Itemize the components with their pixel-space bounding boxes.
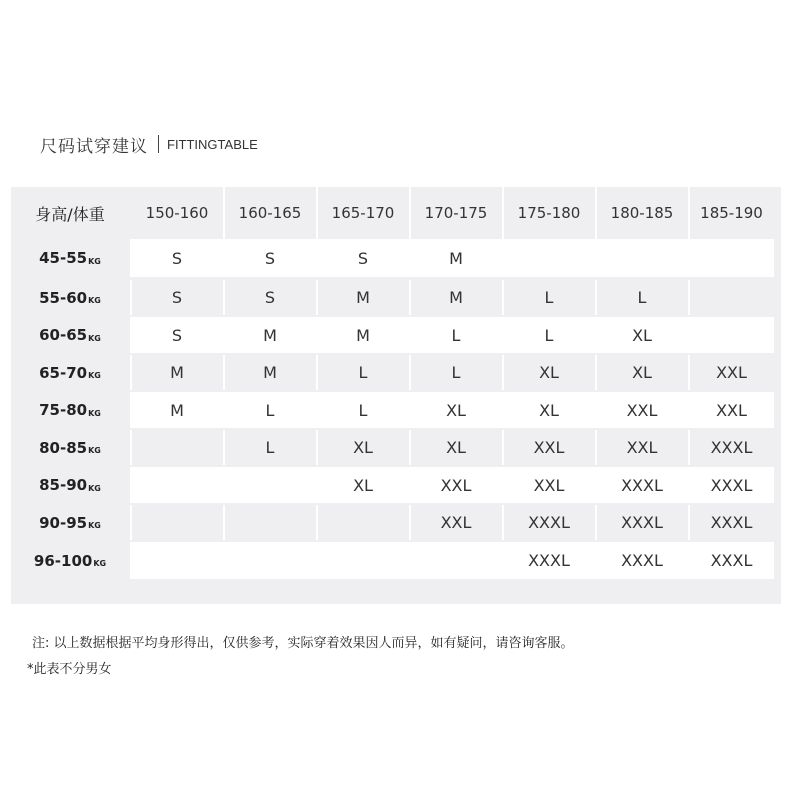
column-divider <box>595 430 597 465</box>
size-cell <box>317 505 409 540</box>
column-divider <box>130 355 132 390</box>
height-header: 160-165 <box>238 204 302 222</box>
size-cell: XXL <box>716 400 747 420</box>
size-cell: XL <box>632 325 652 345</box>
page-title <box>40 132 258 156</box>
kg-unit: KG <box>88 446 101 455</box>
size-cell: XXXL <box>710 475 753 495</box>
size-cell: L <box>544 288 554 307</box>
weight-range: 85-90 <box>39 476 88 494</box>
size-cell: M <box>170 363 184 382</box>
column-divider <box>223 505 225 540</box>
size-cell: M <box>170 400 184 420</box>
size-cell: XL <box>446 400 466 420</box>
size-cell: L <box>637 288 647 307</box>
size-cell: XXXL <box>621 475 663 495</box>
size-cell: S <box>264 248 276 268</box>
column-divider <box>223 430 225 465</box>
column-divider <box>688 430 690 465</box>
size-cell <box>224 542 316 579</box>
size-cell: S <box>357 248 369 268</box>
size-cell <box>131 505 223 540</box>
size-cell: L <box>451 325 461 345</box>
weight-range: 65-70 <box>39 363 88 382</box>
size-cell: L <box>451 363 461 382</box>
header-row <box>11 187 781 239</box>
column-divider <box>595 280 597 315</box>
table-row <box>11 280 781 315</box>
weight-label <box>11 239 129 277</box>
size-cell: XXXL <box>528 551 570 570</box>
title-divider <box>158 135 159 153</box>
size-cell: XXL <box>626 438 658 457</box>
column-divider <box>130 505 132 540</box>
kg-unit: KG <box>93 559 107 568</box>
size-cell: XXL <box>716 363 747 382</box>
kg-unit: KG <box>88 296 101 305</box>
height-header: 185-190 <box>700 204 763 222</box>
size-cell <box>596 239 688 277</box>
table-row <box>11 430 781 465</box>
size-cell: L <box>265 400 275 420</box>
size-cell: L <box>358 363 368 382</box>
weight-label <box>11 430 129 465</box>
table-row <box>11 505 781 540</box>
header-column-divider <box>502 187 504 239</box>
column-divider <box>502 430 504 465</box>
table-row <box>11 542 781 579</box>
weight-range: 96-100 <box>33 551 93 570</box>
height-header: 170-175 <box>424 204 488 222</box>
table-row <box>11 392 781 428</box>
size-cell: XXXL <box>710 551 753 570</box>
size-cell: L <box>544 325 554 345</box>
size-cell: XXXL <box>710 513 753 532</box>
header-column-divider <box>223 187 225 239</box>
header-column-divider <box>409 187 411 239</box>
column-divider <box>409 355 411 390</box>
size-cell: XXL <box>533 475 565 495</box>
column-divider <box>409 430 411 465</box>
column-divider <box>502 280 504 315</box>
size-cell: M <box>449 288 463 307</box>
column-divider <box>409 280 411 315</box>
header-column-divider <box>316 187 318 239</box>
height-header: 175-180 <box>517 204 581 222</box>
size-cell: M <box>356 325 370 345</box>
size-cell: M <box>263 325 277 345</box>
weight-label <box>11 505 129 540</box>
size-cell: XL <box>353 438 373 457</box>
size-cell: M <box>263 363 277 382</box>
column-divider <box>688 355 690 390</box>
size-cell: M <box>356 288 370 307</box>
weight-range: 55-60 <box>39 288 88 307</box>
column-divider <box>595 355 597 390</box>
size-cell <box>317 542 409 579</box>
weight-label <box>11 542 129 579</box>
column-divider <box>502 505 504 540</box>
size-cell: XXL <box>440 513 472 532</box>
weight-range: 80-85 <box>39 438 88 457</box>
weight-label <box>11 317 129 353</box>
size-cell: XXXL <box>528 513 570 532</box>
size-cell: XXL <box>440 475 472 495</box>
size-cell <box>503 239 595 277</box>
header-column-divider <box>595 187 597 239</box>
disclaimer-note: 注: 以上数据根据平均身形得出，仅供参考，实际穿着效果因人而异，如有疑问，请咨询客服。 <box>32 636 574 651</box>
weight-label <box>11 392 129 428</box>
column-divider <box>502 355 504 390</box>
column-divider <box>316 430 318 465</box>
size-cell: XXXL <box>621 551 663 570</box>
column-divider <box>223 280 225 315</box>
weight-range: 45-55 <box>39 249 88 267</box>
column-divider <box>316 355 318 390</box>
weight-range: 75-80 <box>39 401 88 419</box>
table-row <box>11 239 781 277</box>
size-cell <box>224 505 316 540</box>
column-divider <box>130 280 132 315</box>
kg-unit: KG <box>88 521 101 530</box>
size-cell: XXXL <box>621 513 663 532</box>
size-cell: XXXL <box>710 438 753 457</box>
size-cell: L <box>358 400 368 420</box>
size-cell: XL <box>446 438 466 457</box>
size-cell: XL <box>353 475 373 495</box>
table-row <box>11 355 781 390</box>
height-header: 165-170 <box>331 204 395 222</box>
size-cell: S <box>171 288 183 307</box>
size-cell: XXL <box>626 400 658 420</box>
size-cell <box>224 467 316 503</box>
size-cell: M <box>449 248 463 268</box>
weight-range: 60-65 <box>39 326 88 344</box>
weight-label <box>11 355 129 390</box>
size-cell <box>131 467 223 503</box>
size-cell <box>131 542 223 579</box>
column-divider <box>688 280 690 315</box>
size-chart-table <box>11 187 781 604</box>
weight-range: 90-95 <box>39 513 88 532</box>
size-cell: XL <box>539 363 559 382</box>
size-cell: S <box>264 288 276 307</box>
size-cell: XL <box>539 400 559 420</box>
kg-unit: KG <box>88 371 101 380</box>
weight-label <box>11 467 129 503</box>
column-divider <box>316 505 318 540</box>
gender-note: *此表不分男女 <box>27 662 112 677</box>
kg-unit: KG <box>88 408 101 418</box>
size-cell <box>689 239 774 277</box>
size-cell: XXL <box>533 438 565 457</box>
column-divider <box>316 280 318 315</box>
column-divider <box>409 505 411 540</box>
kg-unit: KG <box>88 256 101 266</box>
title-chinese: 尺码试穿建议 <box>40 136 148 157</box>
height-header: 150-160 <box>145 204 209 222</box>
size-cell: S <box>171 248 183 268</box>
size-cell: S <box>171 325 183 345</box>
header-column-divider <box>688 187 690 239</box>
column-divider <box>130 430 132 465</box>
table-row <box>11 317 781 353</box>
title-english: FITTINGTABLE <box>167 136 258 152</box>
kg-unit: KG <box>88 333 101 343</box>
column-divider <box>688 505 690 540</box>
corner-label: 身高/体重 <box>35 204 105 224</box>
column-divider <box>595 505 597 540</box>
size-cell <box>689 280 774 315</box>
size-cell: L <box>265 438 275 457</box>
size-cell: XL <box>632 363 652 382</box>
column-divider <box>223 355 225 390</box>
size-cell <box>131 430 223 465</box>
height-header: 180-185 <box>610 204 674 222</box>
kg-unit: KG <box>88 483 101 493</box>
size-cell <box>689 317 774 353</box>
weight-label <box>11 280 129 315</box>
table-row <box>11 467 781 503</box>
size-cell <box>410 542 502 579</box>
